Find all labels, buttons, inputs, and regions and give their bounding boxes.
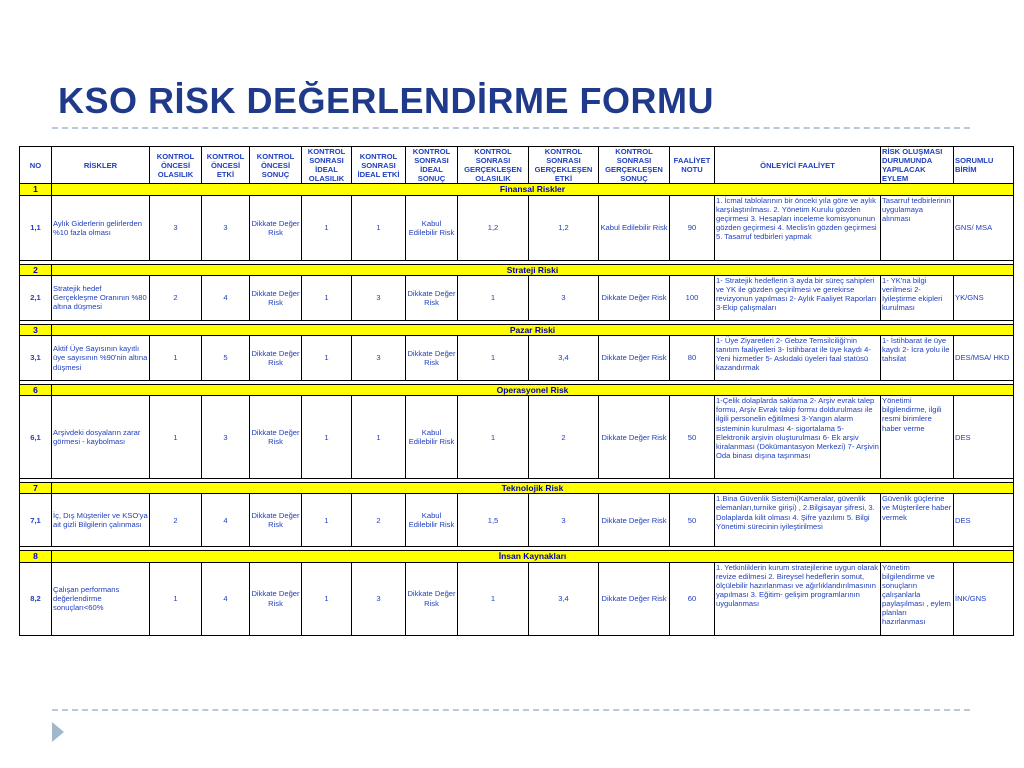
risk-action: Güvenlik güçlerine ve Müşterilere haber vermek xyxy=(881,494,954,547)
ideal-result: Kabul Edilebilir Risk xyxy=(406,396,458,479)
risk-row xyxy=(20,494,1014,547)
pre-probability: 2 xyxy=(150,275,202,320)
pre-result: Dikkate Değer Risk xyxy=(250,494,302,547)
ideal-impact: 2 xyxy=(352,494,406,547)
risk-description: Stratejik hedef Gerçekleşme Oranının %80 altına düşmesi xyxy=(52,275,150,320)
pre-impact: 4 xyxy=(202,562,250,635)
risk-action: Tasarruf tedbirlerinin uygulamaya alınması xyxy=(881,195,954,260)
section-header-row xyxy=(20,324,1014,335)
risk-action: Yönetim bilgilendirme ve sonuçların çalışanlarla paylaşılması , eylem planları hazırlanması xyxy=(881,562,954,635)
responsible-unit: GNS/ MSA xyxy=(954,195,1014,260)
risk-description: Aylık Giderlerin gelirlerden %10 fazla olması xyxy=(52,195,150,260)
activity-note: 80 xyxy=(670,336,715,381)
pre-result: Dikkate Değer Risk xyxy=(250,562,302,635)
ideal-result: Kabul Edilebilir Risk xyxy=(406,195,458,260)
section-number: 3 xyxy=(20,324,52,335)
risk-description: Çalışan performans değerlendirme sonuçları<60% xyxy=(52,562,150,635)
real-probability: 1 xyxy=(458,396,529,479)
header-risks: RİSKLER xyxy=(52,147,150,184)
row-no: 1,1 xyxy=(20,195,52,260)
real-result: Dikkate Değer Risk xyxy=(599,396,670,479)
real-result: Dikkate Değer Risk xyxy=(599,336,670,381)
risk-description: Arşivdeki dosyaların zarar görmesi - kaybolması xyxy=(52,396,150,479)
real-impact: 3 xyxy=(529,494,599,547)
ideal-result: Kabul Edilebilir Risk xyxy=(406,494,458,547)
header-real-probability: KONTROL SONRASI GERÇEKLEŞEN OLASILIK xyxy=(458,147,529,184)
ideal-result: Dikkate Değer Risk xyxy=(406,275,458,320)
header-real-impact: KONTROL SONRASI GERÇEKLEŞEN ETKİ xyxy=(529,147,599,184)
activity-note: 50 xyxy=(670,396,715,479)
section-number: 1 xyxy=(20,184,52,195)
activity-note: 100 xyxy=(670,275,715,320)
real-impact: 3,4 xyxy=(529,336,599,381)
header-pre-result: KONTROL ÖNCESİ SONUÇ xyxy=(250,147,302,184)
row-no: 3,1 xyxy=(20,336,52,381)
header-action: RİSK OLUŞMASI DURUMUNDA YAPILACAK EYLEM xyxy=(881,147,954,184)
risk-row xyxy=(20,562,1014,635)
header-ideal-impact: KONTROL SONRASI İDEAL ETKİ xyxy=(352,147,406,184)
section-number: 8 xyxy=(20,551,52,562)
row-no: 7,1 xyxy=(20,494,52,547)
responsible-unit: DES/MSA/ HKD xyxy=(954,336,1014,381)
pre-impact: 5 xyxy=(202,336,250,381)
section-title: Finansal Riskler xyxy=(52,184,1014,195)
real-impact: 3,4 xyxy=(529,562,599,635)
activity-note: 50 xyxy=(670,494,715,547)
pre-impact: 3 xyxy=(202,195,250,260)
section-title: Pazar Riski xyxy=(52,324,1014,335)
top-divider xyxy=(52,127,970,129)
header-no: NO xyxy=(20,147,52,184)
ideal-impact: 3 xyxy=(352,275,406,320)
activity-note: 90 xyxy=(670,195,715,260)
next-arrow-icon[interactable] xyxy=(52,722,64,742)
ideal-result: Dikkate Değer Risk xyxy=(406,336,458,381)
risk-description: Aktif Üye Sayısının kayıtlı üye sayısının %90'nin altına düşmesi xyxy=(52,336,150,381)
row-no: 8,2 xyxy=(20,562,52,635)
risk-row xyxy=(20,396,1014,479)
risk-form-table-container xyxy=(19,146,1013,636)
pre-impact: 3 xyxy=(202,396,250,479)
row-no: 2,1 xyxy=(20,275,52,320)
pre-probability: 2 xyxy=(150,494,202,547)
preventive-activity: 1- Üye Ziyaretleri 2- Gebze Temsilciliği'nin tanıtım faaliyetleri 3- İstihbarat ile üye kaydı 4-Yeni hizmetler 5- Askıdaki üyeleri faal statüsü kazandırmak xyxy=(715,336,881,381)
real-impact: 2 xyxy=(529,396,599,479)
ideal-result: Dikkate Değer Risk xyxy=(406,562,458,635)
ideal-probability: 1 xyxy=(302,336,352,381)
pre-probability: 1 xyxy=(150,336,202,381)
responsible-unit: YK/GNS xyxy=(954,275,1014,320)
real-probability: 1,5 xyxy=(458,494,529,547)
risk-form-table xyxy=(19,146,1014,636)
ideal-probability: 1 xyxy=(302,195,352,260)
risk-action: Yönetimi bilgilendirme, ilgili resmi birimlere haber verme xyxy=(881,396,954,479)
ideal-probability: 1 xyxy=(302,275,352,320)
header-ideal-result: KONTROL SONRASI İDEAL SONUÇ xyxy=(406,147,458,184)
ideal-impact: 1 xyxy=(352,195,406,260)
real-result: Dikkate Değer Risk xyxy=(599,562,670,635)
real-result: Dikkate Değer Risk xyxy=(599,494,670,547)
section-number: 2 xyxy=(20,264,52,275)
page-title: KSO RİSK DEĞERLENDİRME FORMU xyxy=(58,80,715,121)
real-probability: 1 xyxy=(458,336,529,381)
risk-action: 1- YK'na bilgi verilmesi 2- İyileştirme ekipleri kurulması xyxy=(881,275,954,320)
row-no: 6,1 xyxy=(20,396,52,479)
responsible-unit: DES xyxy=(954,396,1014,479)
ideal-probability: 1 xyxy=(302,562,352,635)
section-header-row xyxy=(20,551,1014,562)
section-number: 7 xyxy=(20,483,52,494)
section-header-row xyxy=(20,385,1014,396)
pre-result: Dikkate Değer Risk xyxy=(250,396,302,479)
ideal-impact: 3 xyxy=(352,336,406,381)
real-probability: 1 xyxy=(458,562,529,635)
real-impact: 1,2 xyxy=(529,195,599,260)
pre-probability: 3 xyxy=(150,195,202,260)
ideal-probability: 1 xyxy=(302,396,352,479)
section-title: İnsan Kaynakları xyxy=(52,551,1014,562)
header-preventive-activity: ÖNLEYİCİ FAALİYET xyxy=(715,147,881,184)
preventive-activity: 1. İcmal tablolarının bir önceki yıla göre ve aylık karşılaştırılması. 2. Yönetim Kurulu gözden geçirmesi 3. Hesapları inceleme komisyonunun gözden geçirmesi 4. Meclis'in gözden geçirmesi 5. Tasarruf tedbirleri yapmak xyxy=(715,195,881,260)
header-row xyxy=(20,147,1014,184)
section-header-row xyxy=(20,483,1014,494)
pre-result: Dikkate Değer Risk xyxy=(250,195,302,260)
risk-action: 1- İstihbarat ile üye kaydı 2- İcra yolu ile tahsilat xyxy=(881,336,954,381)
real-result: Kabul Edilebilir Risk xyxy=(599,195,670,260)
risk-row xyxy=(20,195,1014,260)
real-impact: 3 xyxy=(529,275,599,320)
risk-row xyxy=(20,336,1014,381)
activity-note: 60 xyxy=(670,562,715,635)
pre-result: Dikkate Değer Risk xyxy=(250,275,302,320)
pre-impact: 4 xyxy=(202,494,250,547)
header-ideal-probability: KONTROL SONRASI İDEAL OLASILIK xyxy=(302,147,352,184)
preventive-activity: 1-Çelik dolaplarda saklama 2- Arşiv evrak talep formu, Arşiv Evrak takip formu doldurulması ile ilgili personelin eğitilmesi 3-Yangın alarm sisteminin kurulması 4- sigortalama 5- Elektronik arşivin oluşturulması 6- Ek arşiv kiralanması (Dökümantasyon Merkezi) 7- Arşivin Oda binası dışına taşınması xyxy=(715,396,881,479)
header-responsible-unit: SORUMLU BİRİM xyxy=(954,147,1014,184)
header-activity-note: FAALİYET NOTU xyxy=(670,147,715,184)
risk-description: İç, Dış Müşteriler ve KSO'ya ait gizli Bilgilerin çalınması xyxy=(52,494,150,547)
section-title: Teknolojik Risk xyxy=(52,483,1014,494)
section-title: Operasyonel Risk xyxy=(52,385,1014,396)
responsible-unit: İNK/GNS xyxy=(954,562,1014,635)
section-number: 6 xyxy=(20,385,52,396)
header-real-result: KONTROL SONRASI GERÇEKLEŞEN SONUÇ xyxy=(599,147,670,184)
preventive-activity: 1.Bina Güvenlik Sistemi(Kameralar, güvenlik elemanları,turnike girişi) , 2.Bilgisayar şifresi, 3. Dolaplarda kilit olması 4. Şifre yazılımı 5. Bilgi Yönetimi sürecinin iyileştirilmesi xyxy=(715,494,881,547)
pre-result: Dikkate Değer Risk xyxy=(250,336,302,381)
section-header-row xyxy=(20,264,1014,275)
real-probability: 1,2 xyxy=(458,195,529,260)
ideal-impact: 3 xyxy=(352,562,406,635)
pre-probability: 1 xyxy=(150,562,202,635)
ideal-impact: 1 xyxy=(352,396,406,479)
header-pre-impact: KONTROL ÖNCESİ ETKİ xyxy=(202,147,250,184)
header-pre-probability: KONTROL ÖNCESİ OLASILIK xyxy=(150,147,202,184)
section-title: Strateji Riski xyxy=(52,264,1014,275)
responsible-unit: DES xyxy=(954,494,1014,547)
pre-probability: 1 xyxy=(150,396,202,479)
real-probability: 1 xyxy=(458,275,529,320)
risk-row xyxy=(20,275,1014,320)
section-header-row xyxy=(20,184,1014,195)
pre-impact: 4 xyxy=(202,275,250,320)
preventive-activity: 1. Yetkinliklerin kurum stratejilerine uygun olarak revize edilmesi 2. Bireysel hedeflerin somut, ölçülebilir hazırlanması ve ağırlıklandırılmasının yapılması 3. Eğitim- gelişim programlarının uygulanması xyxy=(715,562,881,635)
ideal-probability: 1 xyxy=(302,494,352,547)
preventive-activity: 1- Stratejik hedeflerin 3 ayda bir süreç sahipleri ve YK ile gözden geçirilmesi ve gerekirse revizyonun yapılması 2- Aylık Faaliyet Raporları 3-Ekip çalışmaları xyxy=(715,275,881,320)
real-result: Dikkate Değer Risk xyxy=(599,275,670,320)
bottom-divider xyxy=(52,709,970,711)
